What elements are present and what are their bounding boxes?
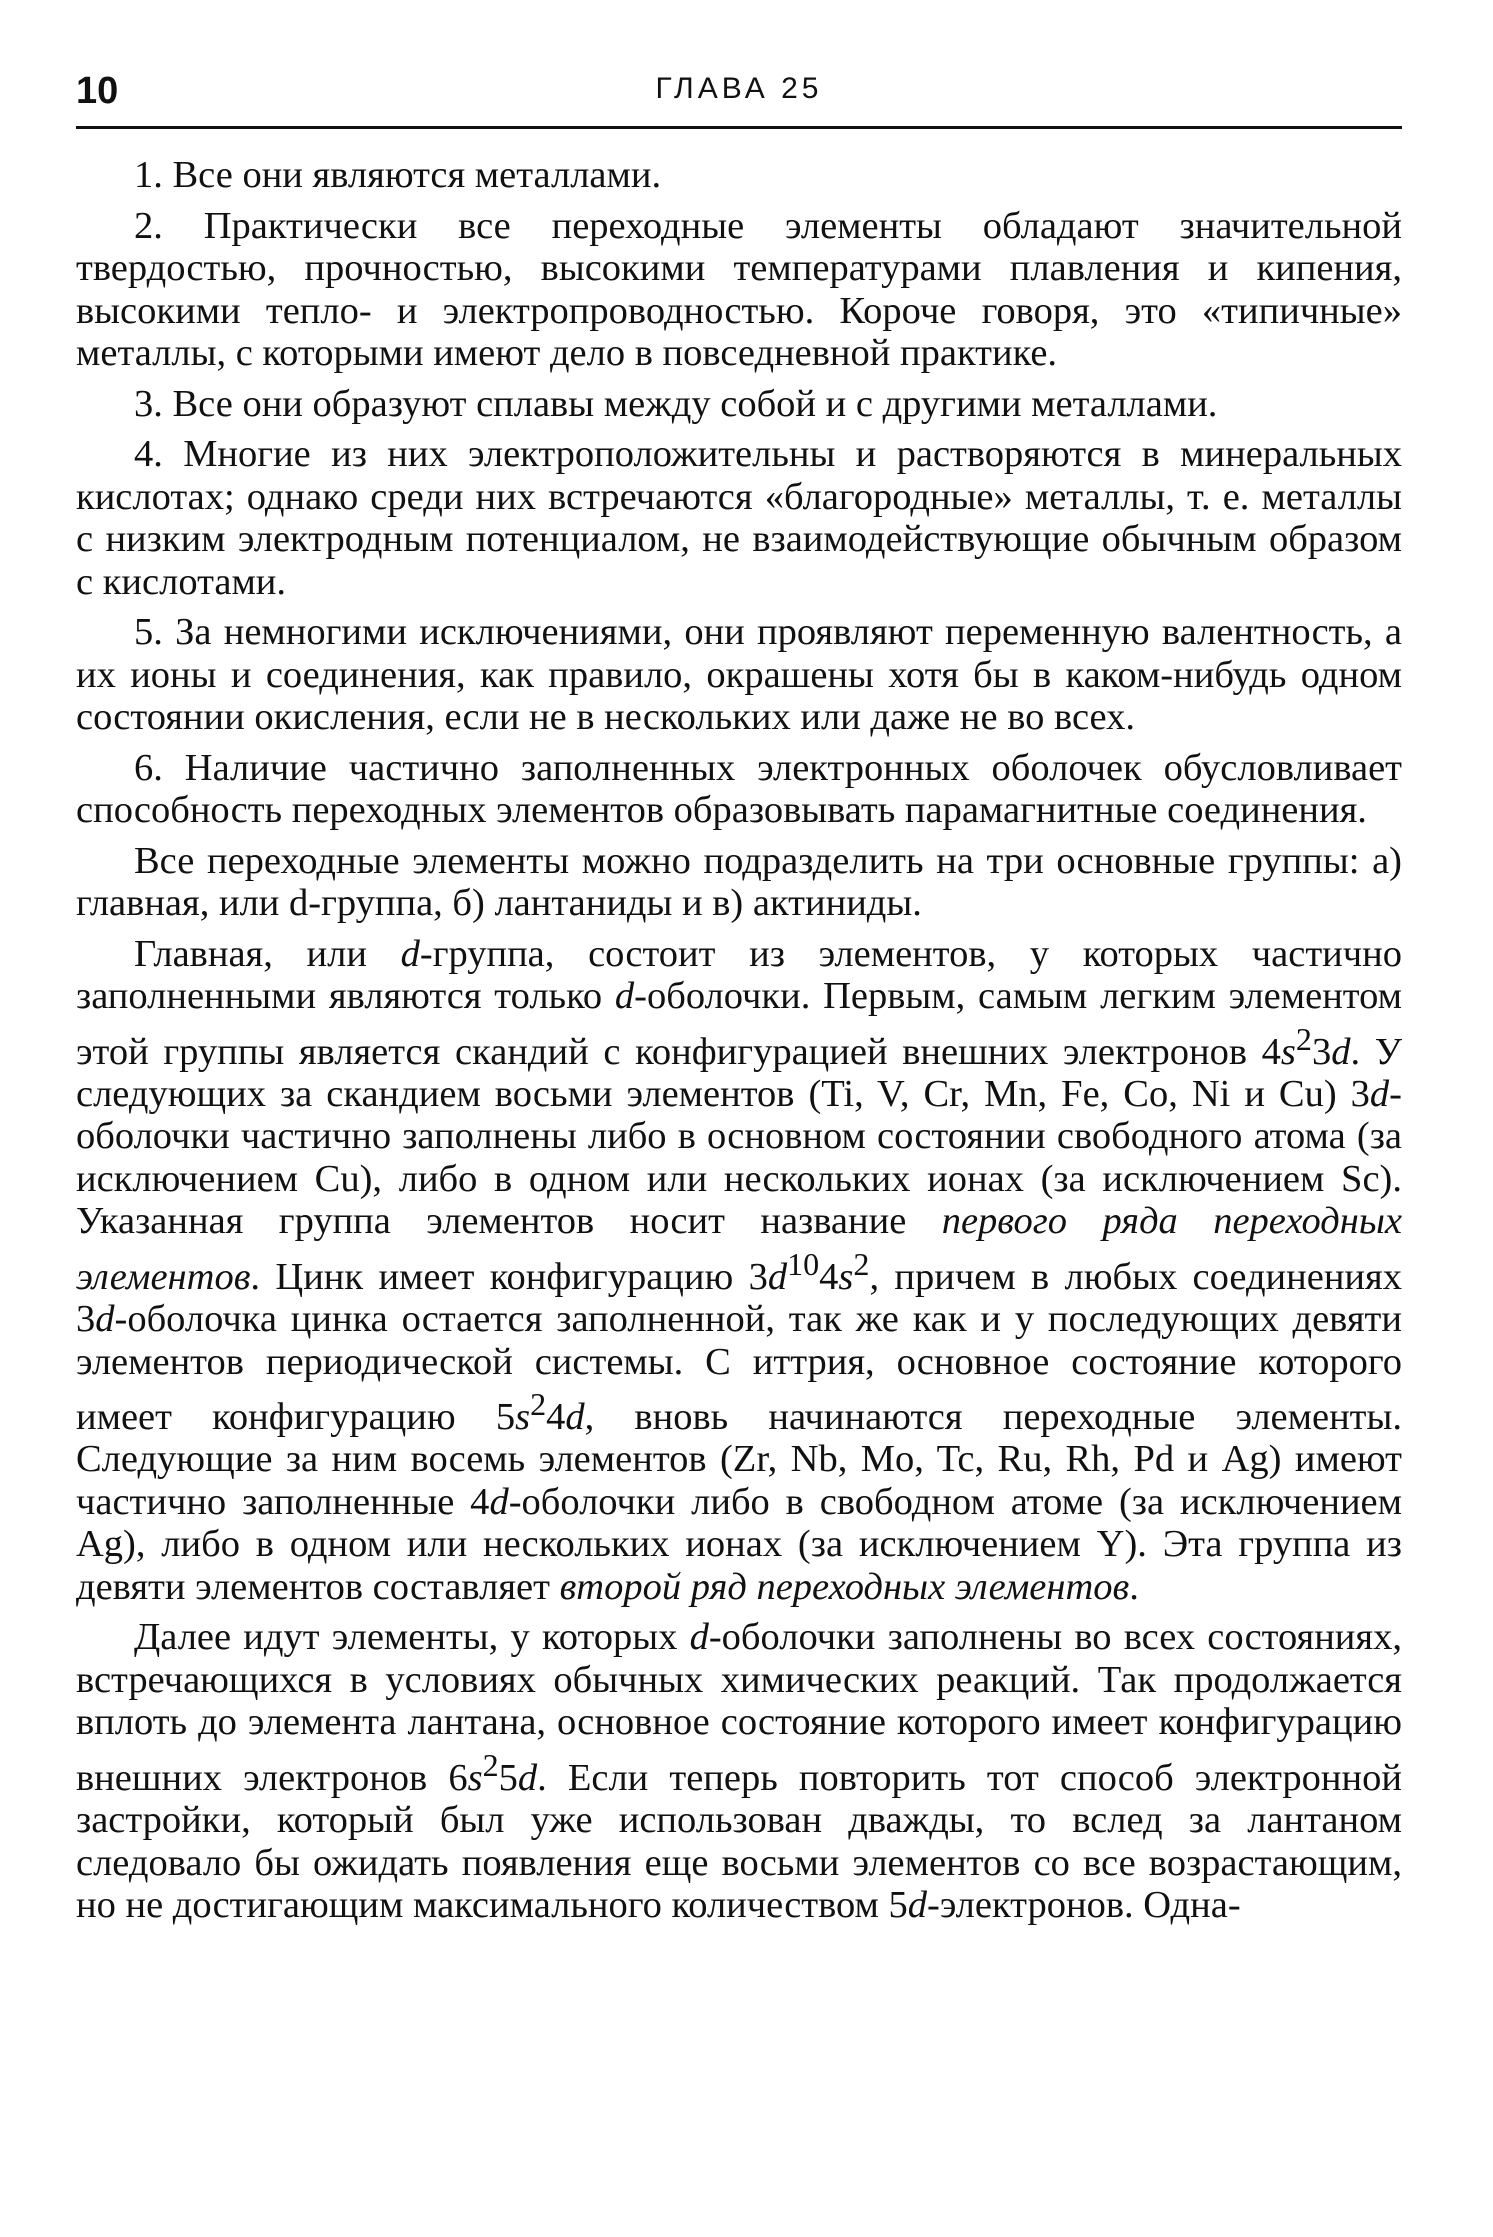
symbol-s: s: [838, 1255, 854, 1298]
symbol-d: d: [767, 1255, 788, 1298]
text-run: Далее идут элементы, у которых: [134, 1616, 690, 1659]
text-run: -группа, состоит из элементов, у которых частично заполненными являются только: [76, 932, 1402, 1017]
text-run: , вновь начинаются переходные элементы. Следующие за ним восемь элементов (Zr, Nb, Mo, Tc, Ru, Rh, Pd и Ag) имеют частично заполненные 4: [76, 1395, 1402, 1523]
symbol-d: d: [400, 932, 420, 975]
paragraph-5: 5. За немногими исключениями, они проявляют переменную валентность, а их ионы и соединения, как правило, окрашены хотя бы в каком-нибудь одном состоянии окисления, если не в нескольких или даже не во всех.: [76, 611, 1402, 738]
symbol-d: d: [614, 975, 635, 1017]
text-run: -оболочка цинка остается заполненной, так же как и у последующих девяти элементов периодической системы. С иттрия, основное состояние которого имеет конфигурацию 5: [76, 1298, 1402, 1438]
paragraph-7: Все переходные элементы можно подразделить на три основные группы: а) главная, или d-группа, б) лантаниды и в) актиниды.: [76, 839, 1402, 924]
paragraph-4: 4. Многие из них электроположительны и растворяются в минеральных кислотах; однако среди них встречаются «благородные» металлы, т. е. металлы с низким электродным потенциалом, не взаимодействующие обычным образом с кислотами.: [76, 433, 1402, 603]
superscript: 2: [530, 1386, 547, 1423]
text-run: . Если теперь повторить тот способ электронной застройки, который был уже использован дважды, то вслед за лантаном следовало бы ожидать появления еще восьми элементов со все возрастающим, но не достигающим максимального количеством 5: [76, 1756, 1402, 1927]
text-run: 4: [819, 1255, 839, 1298]
text-run: .: [1129, 1565, 1139, 1608]
body-text: [76, 154, 1402, 1927]
superscript: 2: [1295, 1020, 1312, 1057]
symbol-d: d: [489, 1480, 509, 1523]
superscript: 10: [787, 1245, 820, 1282]
text-run: . У следующих за скандием восьми элементов (Ti, V, Cr, Mn, Fe, Co, Ni и Cu) 3: [76, 1030, 1402, 1115]
text-run: -оболочки либо в свободном атоме (за исключением Ag), либо в одном или нескольких ионах (за исключением Y). Эта группа из девяти элементов составляет: [76, 1480, 1403, 1608]
text-run: 3: [1311, 1030, 1332, 1073]
symbol-s: s: [1280, 1030, 1296, 1073]
running-head: ГЛАВА 25: [655, 72, 823, 105]
text-run: Главная, или: [134, 932, 401, 975]
paragraph-1: 1. Все они являются металлами.: [134, 154, 662, 196]
paragraph-8: [76, 933, 1402, 1609]
text-run: , причем в любых соединениях 3: [76, 1255, 1402, 1341]
symbol-d: d: [565, 1395, 585, 1438]
symbol-d: d: [689, 1616, 709, 1659]
symbol-d: d: [1369, 1072, 1390, 1115]
symbol-s: s: [515, 1395, 531, 1438]
text-run: -оболочки частично заполнены либо в основном состоянии свободного атома (за исключением Cu), либо в одном или нескольких ионах (за исключением Sc). Указанная группа элементов носит название: [76, 1072, 1402, 1243]
text-run: . Цинк имеет конфигурацию 3: [250, 1255, 768, 1298]
italic-term: первого ряда переходных элементов: [76, 1200, 1402, 1298]
page-header: [76, 62, 1402, 129]
superscript: 2: [853, 1245, 870, 1282]
symbol-d: d: [95, 1298, 115, 1341]
text-run: 4: [546, 1395, 566, 1438]
page-number: 10: [76, 70, 119, 112]
symbol-d: d: [1331, 1030, 1351, 1073]
italic-term: второй ряд переходных элементов: [559, 1565, 1130, 1608]
symbol-d: d: [907, 1884, 928, 1927]
paragraph-6: 6. Наличие частично заполненных электронных оболочек обусловливает способность переходных элементов образовывать парамагнитные соединения.: [76, 746, 1402, 831]
text-run: -электронов. Одна-: [927, 1884, 1241, 1927]
paragraph-3: 3. Все они образуют сплавы между собой и с другими металлами.: [134, 382, 1218, 425]
symbol-s: s: [467, 1756, 483, 1799]
text-run: -оболочки заполнены во всех состояниях, встречающихся в условиях обычных химических реакций. Так продолжается вплоть до элемента лантана, основное состояние которого имеет конфигурацию внешних электронов 6: [76, 1616, 1402, 1799]
text-run: -оболочки. Первым, самым легким элементом этой группы является скандий с конфигурацией внешних электронов 4: [76, 975, 1402, 1073]
symbol-d: d: [517, 1756, 538, 1799]
superscript: 2: [482, 1746, 499, 1783]
paragraph-2: 2. Практически все переходные элементы обладают значительной твердостью, прочностью, высокими температурами плавления и кипения, высокими тепло- и электропроводностью. Короче говоря, это «типичные» металлы, с которыми имеют дело в повседневной практике.: [76, 204, 1402, 374]
paragraph-9: [76, 1616, 1402, 1926]
text-run: 5: [498, 1756, 518, 1799]
